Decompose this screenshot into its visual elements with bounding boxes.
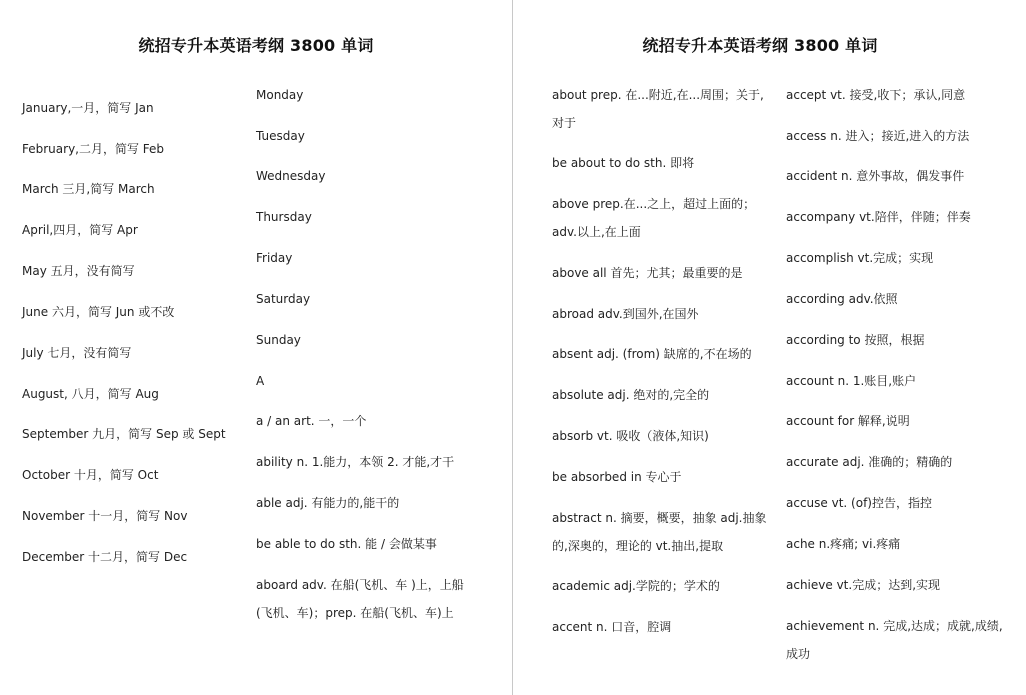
vocab-entry: above prep.在...之上，超过上面的；adv.以上,在上面 bbox=[552, 197, 756, 239]
vocab-entry: able adj. 有能力的,能干的 bbox=[256, 496, 400, 510]
vocab-entry: access n. 进入；接近,进入的方法 bbox=[786, 129, 970, 143]
vocab-entry: aboard adv. 在船(飞机、车 )上，上船(飞机、车)；prep. 在船(飞机、车)上 bbox=[256, 578, 464, 620]
vocab-entry: absorb vt. 吸收（液体,知识) bbox=[552, 429, 709, 443]
vocab-entry: Tuesday bbox=[256, 129, 305, 143]
vocab-entry: September 九月，简写 Sep 或 Sept bbox=[22, 427, 226, 441]
vocab-entry: accept vt. 接受,收下；承认,同意 bbox=[786, 88, 966, 102]
vocab-entry: August, 八月，简写 Aug bbox=[22, 387, 159, 401]
vocab-entry: Thursday bbox=[256, 210, 312, 224]
vocab-entry: according to 按照，根据 bbox=[786, 333, 925, 347]
page-title: 统招专升本英语考纲 3800 单词 bbox=[642, 36, 878, 55]
vocab-entry: according adv.依照 bbox=[786, 292, 898, 306]
vocab-entry: January,一月，简写 Jan bbox=[22, 101, 154, 115]
vocab-entry: accent n. 口音，腔调 bbox=[552, 620, 672, 634]
page-title: 统招专升本英语考纲 3800 单词 bbox=[138, 36, 374, 55]
vocab-entry: achieve vt.完成；达到,实现 bbox=[786, 578, 941, 592]
vocab-entry: be absorbed in 专心于 bbox=[552, 470, 682, 484]
vocab-entry: academic adj.学院的；学术的 bbox=[552, 579, 720, 593]
vocab-entry: February,二月，简写 Feb bbox=[22, 142, 165, 156]
vocab-entry: December 十二月，简写 Dec bbox=[22, 550, 188, 564]
vocab-entry: absolute adj. 绝对的,完全的 bbox=[552, 388, 710, 402]
vocab-entry: Monday bbox=[256, 88, 304, 102]
vocab-entry: accomplish vt.完成；实现 bbox=[786, 251, 934, 265]
vocab-entry: June 六月，简写 Jun 或不改 bbox=[22, 305, 175, 319]
vocab-entry: account n. 1.账目,账户 bbox=[786, 374, 917, 388]
section-letter-heading: A bbox=[256, 374, 265, 388]
document-page-left bbox=[0, 0, 512, 695]
vocab-entry: Sunday bbox=[256, 333, 301, 347]
vocab-entry: above all 首先；尤其；最重要的是 bbox=[552, 266, 743, 280]
vocab-entry: achievement n. 完成,达成；成就,成绩,成功 bbox=[786, 619, 1003, 661]
vocab-entry: November 十一月，简写 Nov bbox=[22, 509, 188, 523]
vocab-entry: July 七月，没有简写 bbox=[22, 346, 132, 360]
vocab-entry: accident n. 意外事故，偶发事件 bbox=[786, 169, 965, 183]
vocab-entry: abroad adv.到国外,在国外 bbox=[552, 307, 699, 321]
vocab-entry: be able to do sth. 能 / 会做某事 bbox=[256, 537, 437, 551]
vocab-entry: absent adj. (from) 缺席的,不在场的 bbox=[552, 347, 752, 361]
vocab-entry: Friday bbox=[256, 251, 293, 265]
vocab-entry: be about to do sth. 即将 bbox=[552, 156, 695, 170]
vocab-entry: April,四月，简写 Apr bbox=[22, 223, 138, 237]
vocab-entry: ability n. 1.能力，本领 2. 才能,才干 bbox=[256, 455, 455, 469]
vocab-entry: October 十月，简写 Oct bbox=[22, 468, 159, 482]
vocab-entry: Saturday bbox=[256, 292, 311, 306]
vocab-entry: Wednesday bbox=[256, 169, 326, 183]
page-divider bbox=[512, 0, 513, 695]
vocab-entry: accurate adj. 准确的；精确的 bbox=[786, 455, 953, 469]
vocab-entry: accompany vt.陪伴，伴随；伴奏 bbox=[786, 210, 971, 224]
vocab-entry: March 三月,简写 March bbox=[22, 182, 155, 196]
vocab-entry: account for 解释,说明 bbox=[786, 414, 910, 428]
vocab-entry: May 五月，没有简写 bbox=[22, 264, 135, 278]
vocab-entry: accuse vt. (of)控告，指控 bbox=[786, 496, 932, 510]
vocab-entry: a / an art. 一，一个 bbox=[256, 414, 367, 428]
vocab-entry: ache n.疼痛; vi.疼痛 bbox=[786, 537, 901, 551]
document-page-right bbox=[514, 0, 1026, 695]
vocab-entry: about prep. 在...附近,在...周围；关于,对于 bbox=[552, 88, 764, 130]
vocab-entry: abstract n. 摘要，概要，抽象 adj.抽象的,深奥的，理论的 vt.抽出,提取 bbox=[552, 511, 767, 553]
